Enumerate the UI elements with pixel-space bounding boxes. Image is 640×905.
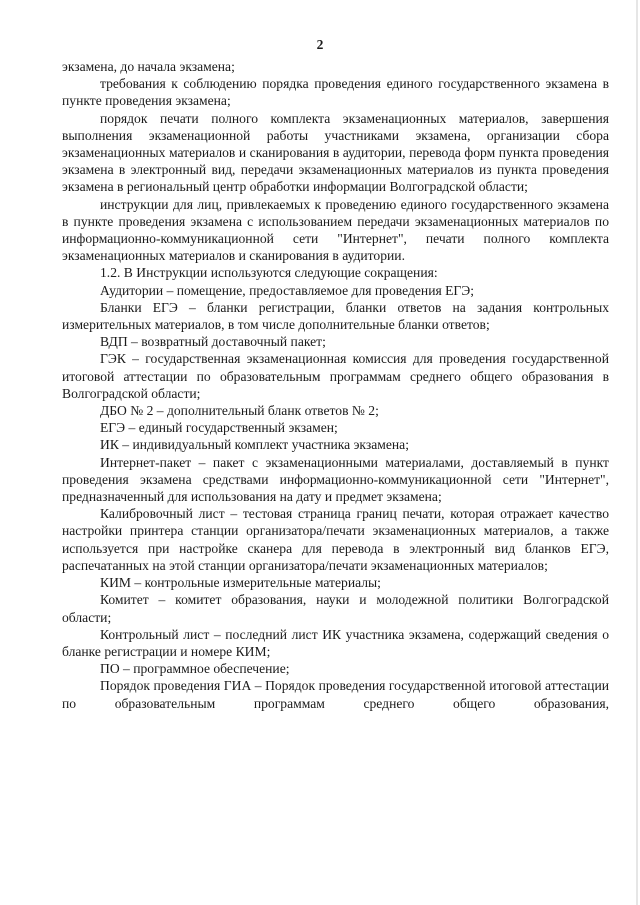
definition-internet-paket: Интернет-пакет – пакет с экзаменационными материалами, доставляемый в пункт проведения экзамена средствами информационно-коммуникационной сети "Интернет", предназначенный для использования на дату и предмет экзамена; (62, 454, 609, 505)
page-number: 2 (316, 37, 324, 52)
definition-vdp: ВДП – возвратный доставочный пакет; (100, 334, 326, 350)
paragraph-printing-order: порядок печати полного комплекта экзаменационных материалов, завершения выполнения экзаменационной работы участниками экзамена, организации сбора экзаменационных материалов и сканирования в аудитории, перевода форм пункта проведения экзамена в электронный вид, передачи экзаменационных материалов из пункта проведения экзамена в региональный центр обработки информации Волгоградской области; (62, 110, 609, 195)
paragraph-continuation: экзамена, до начала экзамена; (62, 59, 235, 74)
definition-dbo2: ДБО № 2 – дополнительный бланк ответов № 2; (100, 403, 379, 419)
definition-kalibrovochnyi-list: Калибровочный лист – тестовая страница границ печати, которая отражает качество настройки принтера станции организатора/печати экзаменационных материалов, а также используется при настройке сканера для перевода в электронный вид бланков ЕГЭ, распечатанных на этой станции организатора/печати экзаменационных материалов; (62, 506, 609, 573)
definition-kim: КИМ – контрольные измерительные материалы; (100, 575, 381, 591)
paragraph-requirements: требования к соблюдению порядка проведения единого государственного экзамена в пункте проведения экзамена; (62, 76, 609, 109)
definition-blanki-ege: Бланки ЕГЭ – бланки регистрации, бланки ответов на задания контрольных измерительных материалов, в том числе дополнительные бланки ответов; (62, 299, 609, 333)
definition-po: ПО – программное обеспечение; (100, 661, 290, 677)
definition-kontrolnyi-list: Контрольный лист – последний лист ИК участника экзамена, содержащий сведения о бланке регистрации и номере КИМ; (62, 626, 609, 659)
definition-auditorii: Аудитории – помещение, предоставляемое для проведения ЕГЭ; (100, 282, 475, 298)
definition-ege: ЕГЭ – единый государственный экзамен; (100, 420, 338, 436)
paragraph-instructions: инструкции для лиц, привлекаемых к проведению единого государственного экзамена в пункте проведения экзамена с использованием передачи экзаменационных материалов по информационно-коммуникационной сети "Интернет", печати полного комплекта экзаменационных материалов и сканирования в аудитории. (62, 196, 609, 264)
definition-poryadok-gia: Порядок проведения ГИА – Порядок проведения государственной итоговой аттестации по образовательным программам среднего общего образования, (62, 678, 609, 711)
definition-komitet: Комитет – комитет образования, науки и молодежной политики Волгоградской области; (62, 592, 609, 625)
document-body (62, 58, 609, 712)
definition-gek: ГЭК – государственная экзаменационная комиссия для проведения государственной итоговой аттестации по образовательным программам среднего общего образования в Волгоградской области; (62, 351, 609, 401)
definition-ik: ИК – индивидуальный комплект участника экзамена; (100, 437, 409, 453)
section-heading-abbreviations: 1.2. В Инструкции используются следующие сокращения: (100, 265, 438, 281)
scan-edge (636, 0, 638, 905)
